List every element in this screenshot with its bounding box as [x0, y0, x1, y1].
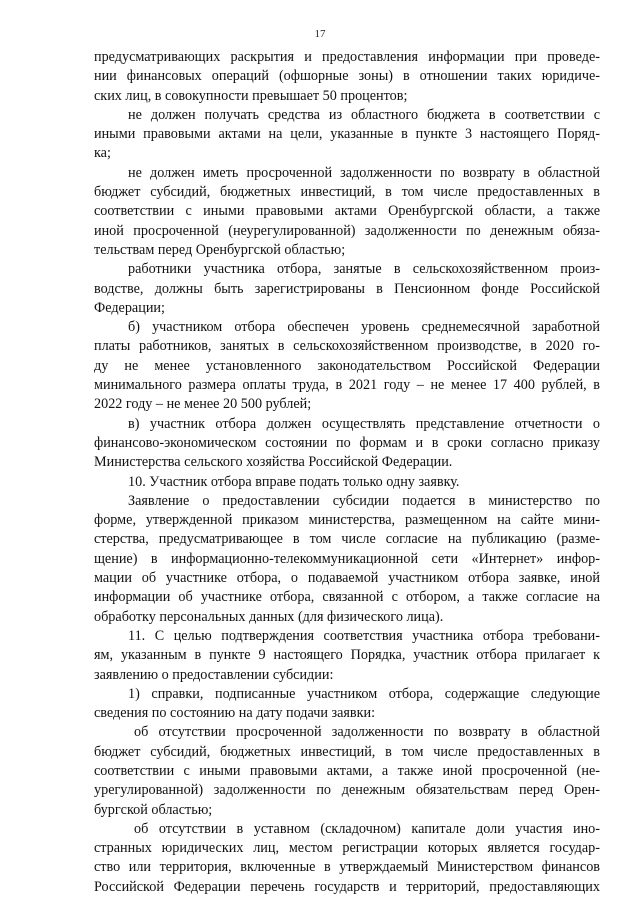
- text-line: соответствии с иными правовыми актами Оренбургской области, а также: [94, 203, 600, 220]
- text-line: об отсутствии в уставном (складочном) капитале доли участия ино-: [134, 820, 600, 837]
- text-line: 11. С целью подтверждения соответствия участника отбора требовани-: [128, 627, 600, 644]
- page-number: 17: [314, 28, 326, 40]
- text-line: бюджет субсидий, бюджетных инвестиций, в том числе предоставленных в: [94, 743, 600, 760]
- text-line: щение) в информационно-телекоммуникационной сети «Интернет» инфор-: [94, 550, 600, 567]
- text-line: об отсутствии просроченной задолженности по возврату в областной: [134, 724, 600, 741]
- text-line: информации об участнике отбора, связанной с отбором, а также согласие на: [94, 589, 600, 606]
- text-line: обработку персональных данных (для физического лица).: [94, 608, 444, 625]
- text-line: странных юридических лиц, местом регистрации которых является государ-: [94, 840, 600, 857]
- text-line: соответствии с иными правовыми актами, а также иной просроченной (не-: [94, 762, 600, 779]
- text-line: не должен иметь просроченной задолженности по возврату в областной: [128, 164, 600, 181]
- text-line: б) участником отбора обеспечен уровень среднемесячной заработной: [128, 319, 600, 336]
- text-line: ка;: [94, 145, 111, 162]
- text-line: минимального размера оплаты труда, в 2021 году – не менее 17 400 рублей, в: [94, 377, 600, 394]
- text-line: финансово-экономическом состоянии по формам и в сроки согласно приказу: [94, 434, 600, 451]
- text-line: иными правовыми актами на цели, указанные в пункте 3 настоящего Поряд-: [94, 126, 600, 143]
- text-line: урегулированной) задолженности по денежным обязательствам перед Орен-: [94, 782, 600, 799]
- text-line: 2022 году – не менее 20 500 рублей;: [94, 396, 312, 413]
- text-line: тельствам перед Оренбургской областью;: [94, 241, 346, 258]
- text-line: платы работников, занятых в сельскохозяйственном производстве, в 2020 го-: [94, 338, 600, 355]
- text-line: нии финансовых операций (офшорные зоны) в отношении таких юридиче-: [94, 68, 600, 85]
- text-line: сведения по состоянию на дату подачи заявки:: [94, 705, 376, 722]
- text-line: стерства, предусматривающее в том числе согласие на публикацию (разме-: [94, 531, 600, 548]
- text-line: 1) справки, подписанные участником отбора, содержащие следующие: [128, 685, 600, 702]
- text-line: заявлению о предоставлении субсидии:: [94, 666, 334, 683]
- text-line: бюджет субсидий, бюджетных инвестиций, в том числе предоставленных в: [94, 184, 600, 201]
- text-line: бургской областью;: [94, 801, 213, 818]
- text-line: Российской Федерации перечень государств и территорий, предоставляющих: [94, 878, 600, 895]
- text-line: ям, указанным в пункте 9 настоящего Порядка, участник отбора прилагает к: [94, 647, 600, 664]
- document-body: [94, 48, 600, 897]
- text-line: 10. Участник отбора вправе подать только одну заявку.: [128, 473, 460, 490]
- text-line: иной просроченной (неурегулированной) задолженности по денежным обяза-: [94, 222, 600, 239]
- text-line: ских лиц, в совокупности превышает 50 процентов;: [94, 87, 408, 104]
- text-line: мации об участнике отбора, о подаваемой участником отбора заявке, иной: [94, 570, 600, 587]
- text-line: ду не менее установленного законодательством Российской Федерации: [94, 357, 600, 374]
- text-line: не должен получать средства из областного бюджета в соответствии с: [128, 106, 600, 123]
- text-line: в) участник отбора должен осуществлять представление отчетности о: [128, 415, 600, 432]
- text-line: работники участника отбора, занятые в сельскохозяйственном произ-: [128, 261, 600, 278]
- text-line: водстве, должны быть зарегистрированы в Пенсионном фонде Российской: [94, 280, 600, 297]
- text-line: Федерации;: [94, 299, 165, 316]
- text-line: Заявление о предоставлении субсидии подается в министерство по: [128, 492, 600, 509]
- text-line: форме, утвержденной приказом министерства, размещенном на сайте мини-: [94, 512, 600, 529]
- text-line: предусматривающих раскрытия и предоставления информации при проведе-: [94, 49, 600, 65]
- text-line: Министерства сельского хозяйства Российской Федерации.: [94, 454, 453, 471]
- text-line: ство или территория, включенные в утверждаемый Министерством финансов: [94, 859, 600, 876]
